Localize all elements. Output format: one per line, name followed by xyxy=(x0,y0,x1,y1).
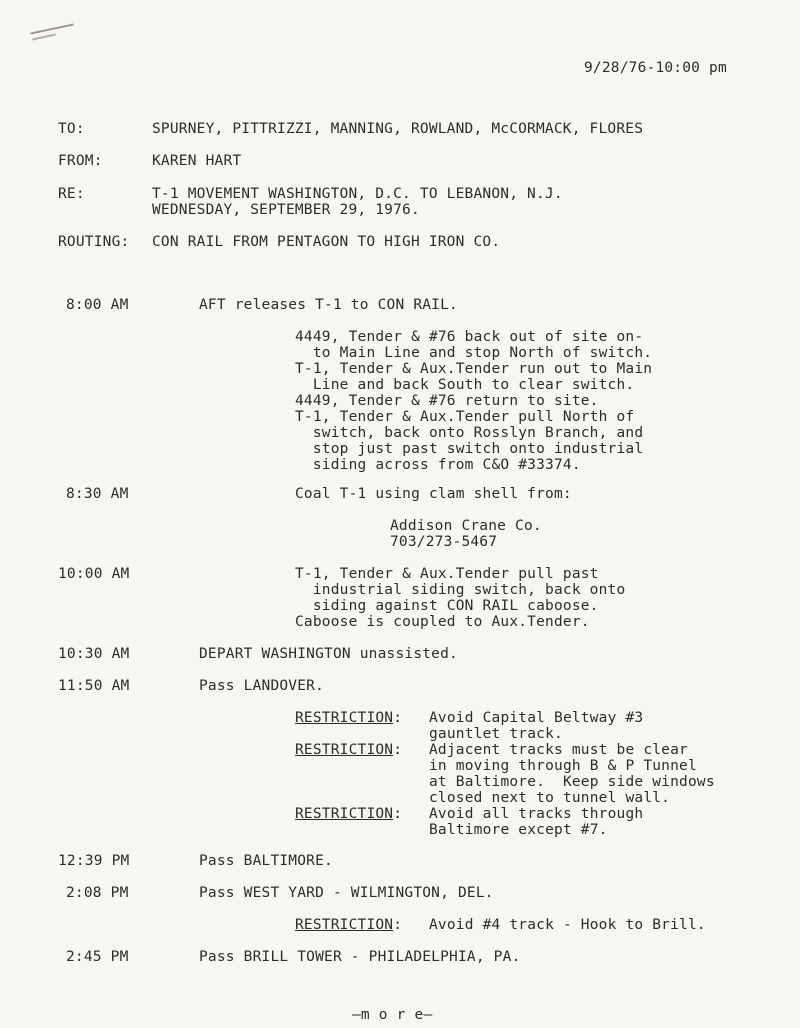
routing-value: CON RAIL FROM PENTAGON TO HIGH IRON CO. xyxy=(152,234,501,250)
to-recipients: SPURNEY, PITTRIZZI, MANNING, ROWLAND, McCORMACK, FLORES xyxy=(152,121,644,137)
time-0830: 8:30 AM xyxy=(66,486,129,502)
restriction-line: closed next to tunnel wall. xyxy=(429,790,671,806)
date-time: 9/28/76-10:00 pm xyxy=(584,60,727,76)
from-label: FROM: xyxy=(58,153,103,169)
staple-mark-shadow xyxy=(32,34,56,41)
time-0245: 2:45 PM xyxy=(66,949,129,965)
restriction-2: RESTRICTION: xyxy=(295,742,403,758)
restriction-2-text xyxy=(429,742,715,806)
time-0800: 8:00 AM xyxy=(66,297,129,313)
time-1000: 10:00 AM xyxy=(58,566,130,582)
step-line: Line and back South to clear switch. xyxy=(295,377,635,393)
restriction-line: Baltimore except #7. xyxy=(429,822,608,838)
restriction-line: at Baltimore. Keep side windows xyxy=(429,774,715,790)
crane-phone: 703/273-5467 xyxy=(390,534,498,550)
step-line: siding against CON RAIL caboose. xyxy=(295,598,599,614)
restriction-label: RESTRICTION xyxy=(295,917,394,933)
restriction-line: Adjacent tracks must be clear xyxy=(429,742,688,758)
restriction-3-text xyxy=(429,806,643,838)
restriction-label: RESTRICTION xyxy=(295,742,394,758)
time-1150: 11:50 AM xyxy=(58,678,130,694)
steps-0800 xyxy=(295,329,652,473)
restriction-1-text xyxy=(429,710,643,742)
from-value: KAREN HART xyxy=(152,153,242,169)
re-label: RE: xyxy=(58,186,85,202)
restriction-line: Avoid Capital Beltway #3 xyxy=(429,710,644,726)
time-0208: 2:08 PM xyxy=(66,885,129,901)
restriction-4-text: Avoid #4 track - Hook to Brill. xyxy=(429,917,706,933)
event-0800: AFT releases T-1 to CON RAIL. xyxy=(199,297,458,313)
step-line: industrial siding switch, back onto xyxy=(295,582,626,598)
time-1030: 10:30 AM xyxy=(58,646,130,662)
step-line: switch, back onto Rosslyn Branch, and xyxy=(295,425,644,441)
restriction-label: RESTRICTION xyxy=(295,806,394,822)
routing-label: ROUTING: xyxy=(58,234,130,250)
step-line: 4449, Tender & #76 back out of site on- xyxy=(295,329,644,345)
crane-company: Addison Crane Co. xyxy=(390,518,542,534)
event-0245: Pass BRILL TOWER - PHILADELPHIA, PA. xyxy=(199,949,521,965)
steps-1000 xyxy=(295,566,625,630)
restriction-label: RESTRICTION xyxy=(295,710,394,726)
step-line: siding across from C&O #33374. xyxy=(295,457,581,473)
staple-mark xyxy=(30,23,73,34)
event-0208: Pass WEST YARD - WILMINGTON, DEL. xyxy=(199,885,494,901)
re-line-2: WEDNESDAY, SEPTEMBER 29, 1976. xyxy=(152,202,420,218)
restriction-4: RESTRICTION: xyxy=(295,917,403,933)
step-line: T-1, Tender & Aux.Tender pull North of xyxy=(295,409,635,425)
re-line-1: T-1 MOVEMENT WASHINGTON, D.C. TO LEBANON, N.J. xyxy=(152,186,563,202)
more-footer: —m o r e— xyxy=(352,1007,433,1023)
restriction-3: RESTRICTION: xyxy=(295,806,403,822)
restriction-line: Avoid all tracks through xyxy=(429,806,644,822)
restriction-line: in moving through B & P Tunnel xyxy=(429,758,697,774)
event-1239: Pass BALTIMORE. xyxy=(199,853,333,869)
to-label: TO: xyxy=(58,121,85,137)
step-line: T-1, Tender & Aux.Tender pull past xyxy=(295,566,599,582)
step-line: stop just past switch onto industrial xyxy=(295,441,644,457)
event-0830: Coal T-1 using clam shell from: xyxy=(295,486,572,502)
step-line: 4449, Tender & #76 return to site. xyxy=(295,393,599,409)
restriction-1: RESTRICTION: xyxy=(295,710,403,726)
step-line: T-1, Tender & Aux.Tender run out to Main xyxy=(295,361,653,377)
step-line: Caboose is coupled to Aux.Tender. xyxy=(295,614,590,630)
step-line: to Main Line and stop North of switch. xyxy=(295,345,653,361)
event-1150: Pass LANDOVER. xyxy=(199,678,325,694)
restriction-line: gauntlet track. xyxy=(429,726,563,742)
time-1239: 12:39 PM xyxy=(58,853,130,869)
event-1030: DEPART WASHINGTON unassisted. xyxy=(199,646,458,662)
